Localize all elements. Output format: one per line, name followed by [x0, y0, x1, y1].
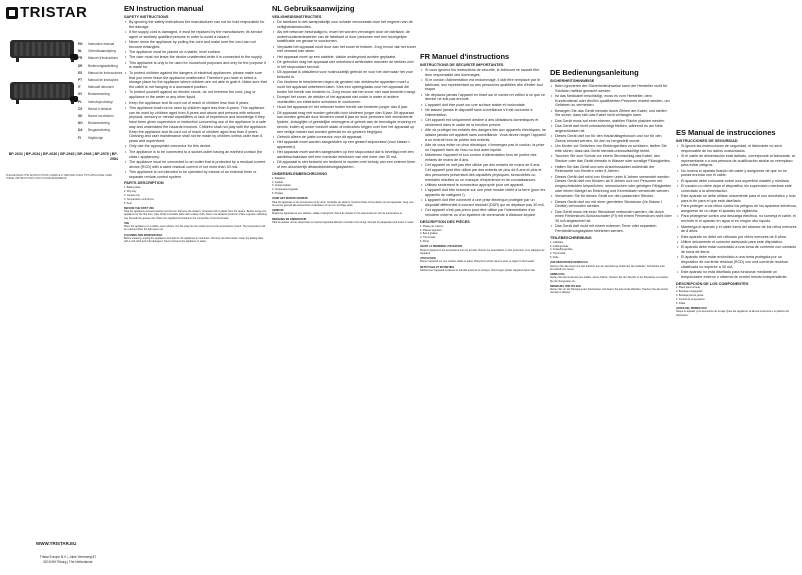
language-label: Bruksanvisning [88, 92, 110, 97]
part-item: 5. Pootjes [272, 192, 284, 196]
safety-item: • Bewegen Sie das Gerät niemals durch Ziehen am Kabel, und stellen Sie sicher, dass sich das Kabel nicht verfangen kann. [550, 109, 672, 119]
cleaning-text: Before cleaning, unplug the appliance and wait for the appliance to cool down. Remove the thermostat. Clean the baking plate with a soft cloth and mild detergent. Never immerse the appliance in water. [124, 236, 264, 244]
use-heading: GEBRUIK [272, 209, 284, 213]
parts-list [550, 241, 672, 260]
parts-heading: TEILEBESCHREIBUNG [550, 235, 592, 240]
language-code: SK [78, 114, 83, 119]
cleaning-heading: REINIGING EN ONDERHOUD [272, 217, 307, 221]
safety-item: • De gebruiker mag het apparaat niet onbeheerd achterlaten wanneer de stekker zich in het stopcontact bevindt. [272, 60, 416, 70]
safety-item: • Het apparaat moet op een stabiele, vlakke ondergrond worden geplaatst. [272, 55, 416, 60]
part-item: 3. Vetopvangbak [272, 184, 291, 188]
safety-item: • If the supply cord is damaged, it must be replaced by the manufacturer, its service agent or similarly qualified persons in order to avoid a hazard. [124, 30, 268, 40]
safety-item: • Ne laissez jamais le dispositif sans surveillance s'il est connecté à l'alimentation. [420, 108, 546, 118]
language-list [78, 41, 123, 142]
safety-item: • Um Kinder vor Gefahren von Elektrogeräten zu schützen, stellen Sie bitte sicher, dass das Gerät niemals unbeaufsichtigt bleibt. [550, 144, 672, 154]
language-label: Návod na obsluhu [88, 114, 114, 119]
part-item: 4. Thermostat [550, 252, 566, 256]
part-item: 3. Bandeja para la grasa [676, 294, 704, 298]
safety-item: • De fabrikant is niet aansprakelijk voor schade veroorzaakt door het negeren van de veiligheidsinstructies. [272, 20, 416, 30]
safety-item: • El aparato debe estar enchufado a una toma protegida por un dispositivo de corriente residual (RCD) con una corriente residual clasificada no superior a 30 mA. [676, 255, 798, 269]
safety-item: • Beim Ignorieren der Sicherheitshinweise kann der Hersteller nicht für Schäden haftbar gemacht werden. [550, 84, 672, 94]
cleaning-heading: REINIGUNG UND PFLEGE [550, 284, 581, 288]
language-code: IT [78, 85, 81, 90]
language-label: Manual de instrucciones [88, 70, 123, 75]
language-item [78, 63, 118, 70]
safety-heading: SAFETY INSTRUCTIONS [124, 15, 169, 19]
safety-item: • Dit apparaat is uitsluitend voor huishoudelijk gebruik en voor het doel waar het voor bedoeld is. [272, 70, 416, 80]
section-title-en: EN Instruction manual [124, 4, 204, 13]
before-heading: BEFORE THE FIRST USE [124, 206, 154, 210]
part-item: 2. Lekbak [272, 180, 283, 184]
safety-item: • Este aparato se debe utilizar únicamente para el uso doméstico y sólo para el fin para el que está diseñado. [676, 194, 798, 204]
grill-illustration [10, 32, 74, 66]
language-item [78, 127, 118, 134]
before-text: Saque el aparato y los accesorios de la caja. Quite las pegatinas, la lámina protectora o el plástico del dispositivo. [676, 310, 789, 317]
safety-item: • Das Gerät darf nicht unbeaufsichtigt bleiben, während es am Netz angeschlossen ist. [550, 124, 672, 134]
language-label: Manual de instruções [88, 78, 119, 83]
safety-item: • Cet appareil ne doit pas être utilisé par des enfants de moins de 8 ans. Cet appareil peut être utilisé par des enfants de plus de 8 ans et plus et des personnes présentant des capacités physiques, sensorielles ou mentales réduites ou un manque d'expérience et de connaissances. [420, 163, 546, 182]
safety-item: • Afin de protéger les enfants des dangers liés aux appareils électriques, ne laissez jamais cet appareil sans surveillance. Vous devez ranger l'appareil à un endroit hors de portée des enfants. [420, 128, 546, 142]
safety-item: • Para proteger a los niños contra los peligros de los aparatos eléctricos, asegúrese de no dejar el aparato sin vigilancia. [676, 204, 798, 214]
safety-item: • Dompel het snoer, de stekker of het apparaat niet onder in water of andere vloeistoffen om elektrische schokken te voorkomen. [272, 95, 416, 105]
before-text: Haal het apparaat en de accessoires uit de doos. Verwijder de stickers, beschermfolie of het plastic van het apparaat. Veeg voor het eerste gebruik alle afneembare onderdelen af met een vochtige doek. [272, 200, 414, 207]
parts-heading: DESCRIPTION DES PIÈCES [420, 219, 470, 224]
safety-item: • Dit apparaat mag niet worden gebruikt door kinderen jonger dan 8 jaar. Dit apparaat kan worden gebruikt door kinderen vanaf 8 jaar en door personen met verminderde fysieke, zintuiglijke of geestelijke vermogens of gebrek aan de benodigde ervaring en kennis, indien zij onder toezicht staan of instructies krijgen over hoe het apparaat op een veilige manier kan worden gebruikt en de gevaren begrijpen. [272, 111, 416, 135]
safety-item: • L'appareil doit être posé sur une surface stable et horizontale. [420, 103, 546, 108]
use-text: Placez l'appareil sur une surface stable et plane. Branchez la fiche dans la prise et réglez le thermostat. [420, 260, 535, 264]
safety-item: • Das Gerät darf nicht mit einem externen Timer oder separaten Fernbedienungssystem betrieben werden. [550, 224, 672, 234]
part-item: 4. Control de temperatura [676, 298, 705, 301]
safety-item: • L'appareil doit être connecté à une prise électrique protégée par un dispositif différentiel à courant résiduel (DDR) qui ne dépasse pas 30 mA. [420, 198, 546, 208]
part-item: 4. Temperatuurregelaar [272, 188, 298, 192]
safety-item: • Het apparaat moet worden aangesloten op een geaard stopcontact (voor klasse I-apparaten). [272, 140, 416, 150]
safety-item: • El aparato debe estar conectado a una toma de corriente con contacto de toma de tierra. [676, 245, 798, 255]
safety-item: • Si vous ignorez les instructions de sécurité, le fabricant ne saurait être tenu responsable des dommages. [420, 68, 546, 78]
safety-item: • Si le cordon d'alimentation est endommagé, il doit être remplacé par le fabricant, son représentant ou des personnes qualifiées afin d'éviter tout risque. [420, 78, 546, 92]
safety-item: • Mantenga el aparato y el cable fuera del alcance de los niños menores de 8 años. [676, 225, 798, 235]
language-label: Bedienungsanleitung [88, 63, 118, 68]
column-de [550, 4, 672, 570]
safety-item: • Cet appareil est uniquement destiné à des utilisations domestiques et seulement dans le cadre de la fonction prévue. [420, 118, 546, 128]
safety-item: • Dieses Gerät darf nicht von Kindern unter 8 Jahren verwendet werden. Dieses Gerät darf von Kindern ab 8 Jahren und von Personen mit eingeschränkten körperlichen, sensorischen oder geistigen Fähigkeiten oder einem Mangel an Erfahrung und Kenntnissen verwendet werden. [550, 175, 672, 194]
part-item: 3. Grease tray [124, 193, 140, 197]
safety-heading: INSTRUCCIONES DE SEGURIDAD [676, 139, 738, 143]
language-code: EN [78, 42, 83, 46]
part-item: 2. Bandeja recogegotas [676, 290, 703, 294]
language-item [78, 113, 118, 120]
safety-item: • Verplaats het apparaat nooit door aan het snoer te trekken. Zorg ervoor dat het snoer niet verward kan raken. [272, 45, 416, 55]
safety-item: • Gebruik alleen de juiste connector voor dit apparaat. [272, 135, 416, 140]
safety-item: • Only use the appropriate connector for this device. [124, 144, 268, 149]
language-code: FI [78, 135, 81, 140]
part-item: 4. Temperature control box [124, 197, 154, 201]
language-code: ES [78, 70, 83, 75]
safety-item: • This appliance is only to be used for household purposes and only for the purpose it is made for. [124, 61, 268, 71]
language-item [78, 135, 118, 142]
safety-list [272, 20, 416, 170]
parts-heading: PARTS DESCRIPTION [124, 181, 164, 186]
part-item: 5. Patas [676, 301, 686, 305]
before-heading: AVANT LA PREMIÈRE UTILISATION [420, 245, 463, 249]
language-item [78, 55, 118, 62]
safety-item: • No mueva el aparato tirando del cable y asegúrese de que no se pueda enredar con el cable. [676, 169, 798, 179]
safety-item: • Halten Sie das Gerät und sein Anschlusskabel außerhalb der Reichweite von Kindern unter 8 Jahren. [550, 165, 672, 175]
language-item [78, 106, 118, 113]
safety-item: • The appliance must be placed on a stable, level surface. [124, 50, 268, 55]
language-item [78, 91, 118, 98]
cleaning-text: Débranchez l'appareil et laissez-le refroidir avant de le nettoyer. N'immergez jamais l'appareil dans l'eau. [420, 268, 536, 272]
language-item [78, 48, 118, 55]
cleaning-text: Haal de stekker uit het stopcontact en laat het apparaat afkoelen voordat u het reinigt. Dompel het apparaat nooit onder in water. [272, 220, 415, 224]
use-heading: GEBRAUCH [550, 273, 565, 277]
safety-item: • Maintenez l'appareil et son cordon d'alimentation hors de portée des enfants de moins de 8 ans. [420, 153, 546, 163]
section-title-nl: NL Gebruiksaanwijzing [272, 4, 355, 13]
safety-item: • The appliance must be connected to an outlet that is protected by a residual current device (RCD) with a rated residual current of not more than 30 mA. [124, 160, 268, 170]
part-item: 2. Auffangschale [550, 244, 569, 248]
language-code: SV [78, 92, 83, 97]
part-item: 5. Pieds [420, 240, 430, 244]
language-item [78, 99, 118, 106]
parts-list [124, 186, 268, 205]
part-item: 1. Baking plate [124, 186, 141, 190]
safety-list [124, 20, 268, 180]
language-label: Návod k obsluze [88, 106, 112, 111]
safety-item: • Dieses Gerät darf nur mit einer geerdeten Steckdose (für Klasse I Geräte) verbunden werden. [550, 200, 672, 210]
part-item: 1. Placa para hornear [676, 286, 701, 290]
safety-item: • Utilisez seulement le connecteur approprié pour cet appareil. [420, 183, 546, 188]
cleaning-heading: NETTOYAGE ET ENTRETIEN [420, 265, 455, 269]
language-code: DA [78, 128, 83, 133]
safety-item: • To protect children against the dangers of electrical appliances, please make sure that you never leave the appliance unattended. Therefore you have to select a storage place for the appliance where children are not able to grab it. Make sure that the cable is not hanging in a downward position. [124, 71, 268, 90]
safety-item: • By ignoring the safety instructions the manufacturer can not be hold responsible for the damage. [124, 20, 268, 30]
address-text: Tristar Europe B.V. | Jules Verneweg 87 5015 BH Tilburg | The Netherlands [39, 555, 97, 564]
safety-item: • Dieses Gerät darf nur für den Haushaltsgebrauch und nur für den Zweck benutzt werden, für den es hergestellt wurde. [550, 134, 672, 144]
language-code: NO [78, 121, 83, 126]
safety-item: • Afin de vous éviter un choc électrique, n'immergez pas le cordon, la prise ou l'appareil dans de l'eau ou tout autre liquide. [420, 143, 546, 153]
language-item [78, 41, 118, 48]
safety-item: • Het apparaat moet worden aangesloten op een stopcontact dat is beveiligd met een aardlekschakelaar met een nominale lekstroom van niet meer dan 30 mA. [272, 150, 416, 160]
language-code: PL [78, 99, 83, 104]
safety-item: • Tauchen Sie zum Schutz vor einem Stromschlag das Kabel, den Stecker oder das Gerät niemals in Wasser oder sonstige Flüssigkeiten. [550, 154, 672, 164]
language-label: Instrukcja obsługi [88, 99, 113, 104]
part-item: 3. Fettauffangschale [550, 248, 573, 252]
before-text: Take the appliance and accessories out the box. Remove the stickers, protective foil or plastic from the device. Before using your appliance for the first time, wipe off all removable parts with a damp cloth. Never use abrasive products. Place a grease collecting tray beneath the grease slot. Place the supplied thermostat in the connection of the thermostat. [124, 210, 267, 220]
safety-heading: VEILIGHEIDSINSTRUCTIES [272, 15, 322, 19]
safety-item: • Das Gerät muss mit einer Steckdose verbunden werden, die durch einen Fehlerstrom-Schutzschalter (FI) mit einem Fehlerstrom nicht über 30 mA abgesichert ist. [550, 210, 672, 224]
safety-item: • Ne déplacez jamais l'appareil en tirant sur le cordon et veillez à ce que ce dernier ne soit pas enroulé. [420, 93, 546, 103]
cover-column [6, 4, 123, 570]
safety-item: • Om kinderen te beschermen tegen de gevaren van elektrische apparaten moet u nooit het apparaat onbeheerd laten. Kies een opbergplaats voor het apparaat die buiten het bereik van kinderen is. Zorg ervoor dat het snoer niet naar beneden hangt. [272, 80, 416, 94]
parts-heading: DESCRIPCIÓN DE LOS COMPONENTES [676, 281, 749, 286]
safety-list [550, 84, 672, 234]
use-text: Stellen Sie das Gerät auf eine stabile, ebene Fläche. Stecken Sie den Stecker in die Steckdose und stellen Sie die Temperatur ein. [550, 276, 669, 283]
before-heading: ANTES DEL PRIMER USO [676, 307, 707, 311]
cleaning-heading: CLEANING AND MAINTENANCE [124, 233, 163, 237]
safety-item: • This appliance is not intended to be operated by means of an external timer or separate remote-control system. [124, 170, 268, 180]
before-text: Nehmen Sie das Gerät und das Zubehör aus der Verpackung. Entfernen Sie Aufkleber, Schutzfolie oder Kunststoff vom Gerät. [550, 264, 665, 271]
safety-list [676, 144, 798, 280]
safety-item: • Das Gerät muss auf einer ebenen, stabilen Fläche platziert werden. [550, 119, 672, 124]
column-nl [272, 4, 416, 570]
safety-item: • Dit apparaat is niet bedoeld om bediend te worden met behulp van een externe timer of een afzonderlijk afstandsbedieningssysteem. [272, 160, 416, 170]
parts-heading: ONDERDELENBESCHRIJVING [272, 171, 328, 176]
safety-item: • Houd het apparaat en het netsnoer buiten bereik van kinderen jonger dan 8 jaar. [272, 105, 416, 110]
brand-logo [6, 4, 118, 21]
safety-item: • Si ignora las instrucciones de seguridad, el fabricante no será responsable de los daños ocasionados. [676, 144, 798, 154]
language-code: PT [78, 78, 83, 83]
language-item [78, 77, 118, 84]
parts-list [420, 225, 546, 244]
language-code: FR [78, 56, 83, 61]
part-item: 5. Füße [550, 256, 559, 260]
safety-item: • Para protegerse contra una descarga eléctrica, no sumerja el cable, el enchufe ni el aparato en agua ni en ningún otro líquido. [676, 214, 798, 224]
column-en [124, 4, 268, 570]
part-item: 1. Grillplatte [550, 240, 564, 244]
language-item [78, 70, 123, 77]
part-item: 3. Bac à graisse [420, 232, 438, 236]
language-code: NL [78, 49, 83, 54]
before-heading: VOOR HET EERSTE GEBRUIK [272, 197, 308, 201]
parts-list [272, 177, 416, 196]
safety-item: • To protect yourself against an electric shock, do not immerse the cord, plug or appliance in the water or any other liquid. [124, 90, 268, 100]
before-text: Retirez l'appareil et les accessoires hors de la boîte. Retirez les autocollants, le film protecteur ou le plastique de l'appareil. [420, 248, 545, 255]
safety-item: • Ist das Netzkabel beschädigt, muss es vom Hersteller, dem Kundendienst oder ähnlich qualifizierten Personen ersetzt werden, um Gefahren zu vermeiden. [550, 94, 672, 108]
safety-item: • L'appareil doit être branché sur une prise murale reliée à la terre (pour les appareils de catégorie I). [420, 188, 546, 198]
safety-item: • Als het netsnoer beschadigd is, moet het worden vervangen door de fabrikant, de onderhoudsmedewerker van de fabrikant of door personen met een soortgelijke kwalificatie om gevaar te voorkomen. [272, 30, 416, 44]
section-title-fr: FR Manuel d'instructions [420, 52, 510, 61]
language-label: Manuale istruzioni [88, 85, 114, 90]
safety-list [420, 68, 546, 218]
cleaning-text: Ziehen Sie vor der Reinigung den Netzstecker und lassen Sie das Gerät abkühlen. Tauchen Sie das Gerät niemals in Wasser. [550, 288, 668, 295]
grill-illustration-2 [10, 74, 74, 108]
before-heading: VOR DEM ERSTEN GEBRAUCH [550, 261, 588, 265]
language-item [78, 120, 118, 127]
part-item: 5. Feet [124, 201, 132, 205]
safety-item: • Cet appareil n'est pas prévu pour être utilisé par l'intermédiaire d'un minuteur externe ou d'un système de commande à distance séparé. [420, 208, 546, 218]
part-item: 4. Thermostat [420, 236, 436, 240]
safety-item: • El usuario no debe dejar el dispositivo sin supervisión mientras esté conectado a la alimentación. [676, 184, 798, 194]
language-label: Bruksanvisning [88, 121, 110, 126]
part-item: 1. Bakplaat [272, 176, 285, 180]
safety-item: • Este aparato no está diseñado para funcionar mediante un temporizador externo o sistema de control remoto independiente. [676, 270, 798, 280]
use-heading: UTILISATION [420, 257, 436, 261]
safety-item: • Este aparato no debe ser utilizado por niños menores de 8 años. [676, 235, 798, 240]
column-es [676, 4, 798, 570]
use-text: Place the appliance on a stable, level surface. Put the plug into the socket and set the temperature control. The temperature will be reached when the light goes out. [124, 225, 266, 232]
safety-item: • The appliance is to be connected to a socket-outlet having an earthed contact (for class I appliances). [124, 150, 268, 160]
company-address [28, 555, 108, 564]
part-item: 2. Drip tray [124, 190, 137, 194]
section-title-de: DE Bedienungsanleitung [550, 68, 639, 77]
safety-item: • Si el cable de alimentación está dañado, corresponde al fabricante, al representante o a una persona de cualificación similar su reemplazo para evitar peligros. [676, 154, 798, 168]
language-label: Manuel d'instructions [88, 56, 118, 61]
use-heading: USE [124, 221, 130, 225]
parts-list [676, 286, 798, 305]
language-label: Brugsanvisning [88, 128, 110, 133]
safety-item: • El aparato debe colocarse sobre una superficie estable y nivelada. [676, 179, 798, 184]
language-item [78, 84, 118, 91]
language-code: DE [78, 63, 83, 68]
use-text: Plaats het apparaat op een stabiele, vlakke ondergrond. Steek de stekker in het stopcontact en stel de temperatuur in. [272, 212, 403, 216]
safety-item: • Keep the appliance and its cord out of reach of children less than 8 years. [124, 101, 268, 106]
part-item: 2. Plateau égouttoir [420, 228, 442, 232]
language-code: CS [78, 106, 83, 111]
language-label: Instruction manual [88, 42, 115, 46]
safety-item: • This appliance shall not be used by children aged less than 8 years. This appliance can be used by children aged from 8 years and above and persons with reduced physical, sensory or mental capabilities or lack of experience and knowledge if they have been given supervision or instruction concerning use of the appliance in a safe way and understand the hazards involved. Children shall not play with the appliance. Keep the appliance and its cord out of reach of children aged less than 8 years. Cleaning and user maintenance shall not be made by children unless older than 8 years and supervised. [124, 106, 268, 144]
website[interactable]: WWW.TRISTAR.EU [36, 541, 77, 546]
brand-name: TRISTAR [20, 4, 88, 21]
section-title-es: ES Manual de instrucciones [676, 128, 776, 137]
safety-item: • Utilice únicamente el conector adecuado para este dispositivo. [676, 240, 798, 245]
model-numbers: BP-2631 | BP-2634 | BP-2636 | BP-2945 | BP-2946 | BP-2978 | BP-2984 [8, 151, 118, 161]
safety-item: • Never move the appliance by pulling the cord and make sure the cord can not become entangled. [124, 40, 268, 50]
column-fr [420, 4, 546, 570]
safety-heading: SICHERHEITSHINWEISE [550, 79, 595, 83]
safety-item: • Verwenden Sie für dieses Gerät nur den passenden Stecker. [550, 194, 672, 199]
part-item: 1. Plaque de cuisson [420, 224, 444, 228]
safety-heading: INSTRUCTIONS DE SÉCURITÉ IMPORTANTES [420, 63, 504, 67]
logo-mark-icon [6, 7, 18, 19]
language-label: Käyttöohje [88, 135, 104, 140]
legal-notice: PLEASE READ THE INSTRUCTIONS CAREFULLY BEFORE USING THIS APPLIANCE. KEEP THESE INSTRUCTIONS FOR FUTURE REFERENCE. [6, 173, 113, 181]
safety-item: • The user must not leave the device unattended while it is connected to the supply. [124, 55, 268, 60]
language-label: Gebruiksaanwijzing [88, 49, 116, 54]
